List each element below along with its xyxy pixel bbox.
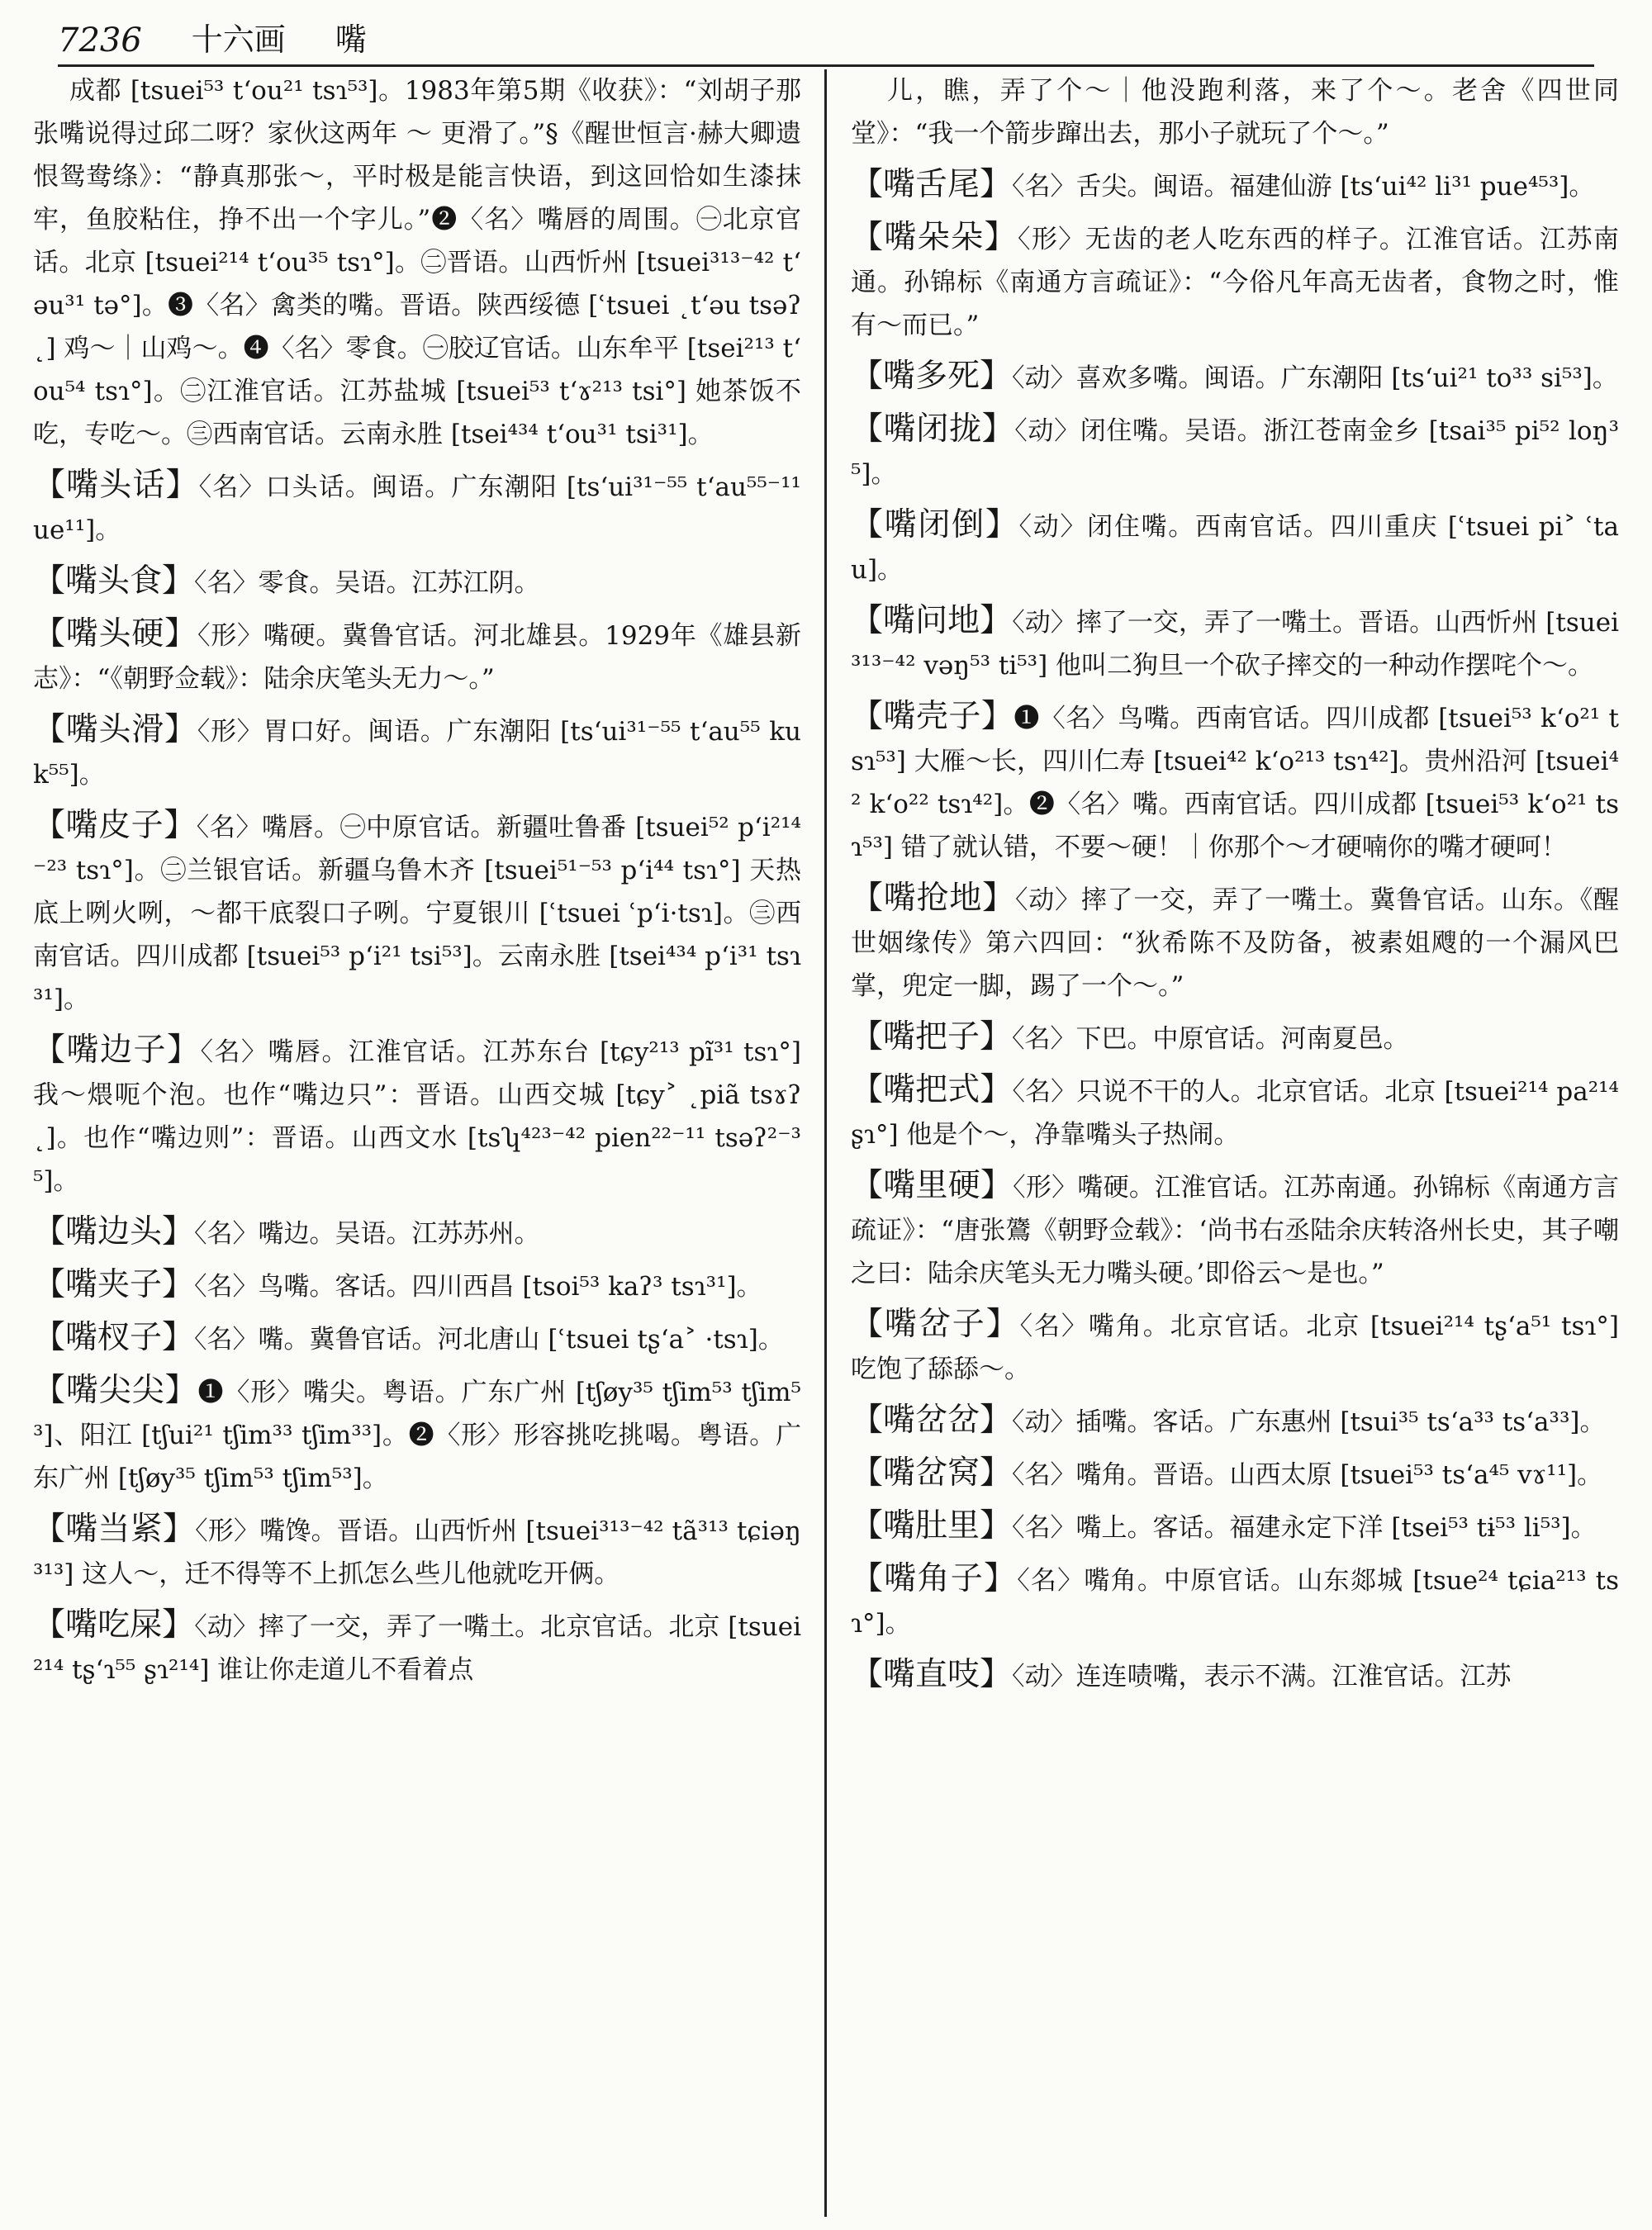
entry-headword: 【嘴里硬】 [851,1167,1014,1204]
entry-definition: 〈形〉胃口好。闽语。广东潮阳 [tsʻui³¹⁻⁵⁵ tʻau⁵⁵ kuk⁵⁵]。 [33,717,801,790]
entry-definition: ❶〈名〉鸟嘴。西南官话。四川成都 [tsuei⁵³ kʻo²¹ tsɿ⁵³] 大雁～长，四川仁寿 [tsuei⁴² kʻo²¹³ tsɿ⁴²]。贵州沿河 [tsuei⁴² kʻo²² tsɿ⁴²]。❷〈名〉嘴。西南官话。四川成都 [tsuei⁵³ kʻo²¹ tsɿ⁵³] 错了就认错，不要～硬！｜你那个～才硬喃你的嘴才硬呵！ [851,704,1619,862]
dictionary-entry [851,164,1619,208]
entry-headword: 【嘴岔窝】 [851,1454,1013,1492]
entry-definition: ❶〈形〉嘴尖。粤语。广东广州 [tʃøy³⁵ tʃim⁵³ tʃim⁵³]、阳江 [tʃui²¹ tʃim³³ tʃim³³]。❷〈形〉形容挑吃挑喝。粤语。广东广州 [tʃøy³⁵ tʃim⁵³ tʃim⁵³]。 [33,1378,801,1493]
entry-definition: 儿，瞧，弄了个～｜他没跑利落，来了个～。老舍《四世同堂》：“我一个箭步蹿出去，那小子就玩了个～。” [851,76,1619,149]
entry-headword: 【嘴吃屎】 [33,1606,195,1644]
page-header [58,17,1594,67]
entry-definition: 〈名〉嘴角。北京官话。北京 [tsuei²¹⁴ tʂʻa⁵¹ tsɿ°] 吃饱了舔舔～。 [851,1312,1619,1384]
entry-headword: 【嘴多死】 [851,358,1013,395]
columns [33,69,1619,2217]
entry-definition: 〈名〉嘴唇。江淮官话。江苏东台 [tɕy²¹³ pĩ³¹ tsɿ°] 我～煨呃个泡。也作“嘴边只”：晋语。山西交城 [tɕy˃ ˛piã tsɤʔ˛]。也作“嘴边则”：晋语。山西文水 [tsʮ⁴²³⁻⁴² pien²²⁻¹¹ tsəʔ²⁻³⁵]。 [33,1037,801,1196]
continued-entry [33,69,801,456]
entry-definition: 〈名〉只说不干的人。北京官话。北京 [tsuei²¹⁴ pa²¹⁴ ʂɿ°] 他是个～，净靠嘴头子热闹。 [851,1077,1619,1150]
entry-definition: 〈动〉摔了一交，弄了一嘴土。北京官话。北京 [tsuei²¹⁴ tʂʻɿ⁵⁵ ʂɿ²¹⁴] 谁让你走道儿不看着点 [33,1612,801,1685]
dictionary-entry [33,804,801,1021]
entry-definition: 〈动〉插嘴。客话。广东惠州 [tsui³⁵ tsʻa³³ tsʻa³³]。 [1012,1407,1606,1437]
entry-definition: 〈名〉嘴边。吴语。江苏苏州。 [194,1219,540,1249]
head-character: 嘴 [335,21,367,58]
entry-definition: 〈形〉嘴馋。晋语。山西忻州 [tsuei³¹³⁻⁴² tã³¹³ tɕiəŋ³¹³] 这人～，迁不得等不上抓怎么些儿他就吃开俩。 [33,1516,801,1589]
dictionary-entry [33,1211,801,1255]
entry-definition: 〈名〉零食。吴语。江苏江阴。 [194,568,540,598]
entry-definition: 成都 [tsuei⁵³ tʻou²¹ tsɿ⁵³]。1983年第5期《收获》：“刘胡子那张嘴说得过邱二呀？家伙这两年 ～ 更滑了。”§《醒世恒言·赫大卿遗恨鸳鸯绦》：“静真那张～，平时极是能言快语，到这回恰如生漆抹牢，鱼胶粘住，挣不出一个字儿。”❷〈名〉嘴唇的周围。㊀北京官话。北京 [tsuei²¹⁴ tʻou³⁵ tsɿ°]。㊁晋语。山西忻州 [tsuei³¹³⁻⁴² tʻəu³¹ tə°]。❸〈名〉禽类的嘴。晋语。陕西绥德 [ʿtsuei ˛tʻəu tsəʔ˛] 鸡～｜山鸡～。❹〈名〉零食。㊀胶辽官话。山东牟平 [tsei²¹³ tʻou⁵⁴ tsɿ°]。㊁江淮官话。江苏盐城 [tsuei⁵³ tʻɤ²¹³ tsi°] 她茶饭不吃，专吃～。㊂西南官话。云南永胜 [tsei⁴³⁴ tʻou³¹ tsi³¹]。 [33,76,801,449]
dictionary-entry [851,1165,1619,1295]
dictionary-entry [851,504,1619,591]
dictionary-entry [851,1016,1619,1060]
dictionary-entry [33,464,801,552]
entry-definition: 〈名〉嘴上。客话。福建永定下洋 [tsei⁵³ tɨ⁵³ li⁵³]。 [1012,1513,1597,1543]
entry-headword: 【嘴边子】 [33,1032,201,1069]
section-title: 十六画 [191,21,286,58]
entry-definition: 〈名〉口头话。闽语。广东潮阳 [tsʻui³¹⁻⁵⁵ tʻau⁵⁵⁻¹¹ ue¹¹]。 [33,472,801,545]
entry-headword: 【嘴杈子】 [33,1319,195,1356]
dictionary-entry [851,1069,1619,1156]
page-number: 7236 [58,21,142,59]
entry-headword: 【嘴问地】 [851,602,1013,639]
dictionary-entry [33,1317,801,1361]
entry-definition: 〈动〉喜欢多嘴。闽语。广东潮阳 [tsʻui²¹ to³³ si⁵³]。 [1012,363,1618,393]
entry-headword: 【嘴直吱】 [851,1656,1013,1693]
entry-headword: 【嘴闭拢】 [851,410,1015,448]
entry-definition: 〈动〉摔了一交，弄了一嘴土。冀鲁官话。山东。《醒世姻缘传》第六四回：“狄希陈不及防备，被素姐飕的一个漏风巴掌，兜定一脚，踢了一个～。” [851,885,1619,1001]
dictionary-entry [851,1558,1619,1645]
entry-headword: 【嘴当紧】 [33,1511,196,1548]
entry-headword: 【嘴朵朵】 [851,219,1018,256]
dictionary-entry [851,877,1619,1008]
entry-headword: 【嘴岔岔】 [851,1402,1013,1439]
entry-definition: 〈动〉闭住嘴。吴语。浙江苍南金乡 [tsai³⁵ pi⁵² loŋ³⁵]。 [851,416,1619,489]
dictionary-entry [33,560,801,605]
dictionary-entry [851,1399,1619,1444]
dictionary-entry [33,1508,801,1596]
entry-definition: 〈形〉嘴硬。冀鲁官话。河北雄县。1929年《雄县新志》：“《朝野佥载》：陆余庆笔头无力～。” [33,621,801,694]
entry-definition: 〈名〉嘴角。中原官话。山东郯城 [tsue²⁴ tɕia²¹³ tsɿ°]。 [851,1566,1619,1639]
dictionary-entry [851,1654,1619,1698]
entry-headword: 【嘴抢地】 [851,880,1015,917]
right-column [851,69,1619,2217]
entry-headword: 【嘴头食】 [33,562,195,600]
entry-headword: 【嘴头滑】 [33,711,197,748]
entry-definition: 〈名〉下巴。中原官话。河南夏邑。 [1012,1024,1409,1054]
entry-headword: 【嘴夹子】 [33,1266,195,1303]
entry-definition: 〈名〉舌尖。闽语。福建仙游 [tsʻui⁴² li³¹ pue⁴⁵³]。 [1012,172,1595,202]
dictionary-entry [851,408,1619,496]
entry-headword: 【嘴闭倒】 [851,506,1019,543]
dictionary-entry [33,613,801,700]
entry-definition: 〈名〉嘴唇。㊀中原官话。新疆吐鲁番 [tsuei⁵² pʻi²¹⁴⁻²³ tsɿ°]。㊁兰银官话。新疆乌鲁木齐 [tsuei⁵¹⁻⁵³ pʻi⁴⁴ tsɿ°] 天热底上咧火咧，～都干底裂口子咧。宁夏银川 [ʿtsuei ʿpʻi·tsɿ]。㊂西南官话。四川成都 [tsuei⁵³ pʻi²¹ tsi⁵³]。云南永胜 [tsei⁴³⁴ pʻi³¹ tsɿ³¹]。 [33,813,801,1014]
entry-definition: 〈动〉连连啧嘴，表示不满。江淮官话。江苏 [1012,1662,1512,1691]
entry-headword: 【嘴尖尖】 [33,1372,198,1409]
continued-entry [851,69,1619,155]
entry-headword: 【嘴皮子】 [33,807,197,844]
entry-headword: 【嘴边头】 [33,1213,195,1250]
dictionary-entry [851,1452,1619,1497]
dictionary-entry [851,695,1619,869]
entry-definition: 〈名〉鸟嘴。客话。四川西昌 [tsoi⁵³ kaʔ³ tsɿ³¹]。 [194,1272,762,1302]
dictionary-entry [33,1029,801,1203]
dictionary-entry [33,1604,801,1691]
dictionary-entry [33,709,801,796]
entry-headword: 【嘴把子】 [851,1018,1013,1056]
entry-headword: 【嘴头话】 [33,467,199,504]
entry-headword: 【嘴角子】 [851,1560,1018,1597]
entry-headword: 【嘴岔子】 [851,1306,1020,1343]
entry-definition: 〈形〉嘴硬。江淮官话。江苏南通。孙锦标《南通方言疏证》：“唐张鷟《朝野佥载》：‘尚书右丞陆余庆转洛州长史，其子嘲之曰：陆余庆笔头无力嘴头硬。’即俗云～是也。” [851,1173,1619,1288]
entry-headword: 【嘴把式】 [851,1071,1013,1108]
entry-headword: 【嘴肚里】 [851,1507,1013,1544]
entry-definition: 〈动〉闭住嘴。西南官话。四川重庆 [ʿtsuei pi˃ ʿtau]。 [851,512,1619,585]
entry-headword: 【嘴壳子】 [851,698,1014,735]
dictionary-entry [851,1303,1619,1391]
left-column [33,69,801,2217]
dictionary-entry [851,1505,1619,1549]
entry-definition: 〈名〉嘴角。晋语。山西太原 [tsuei⁵³ tsʻa⁴⁵ vɤ¹¹]。 [1012,1460,1603,1490]
dictionary-entry [851,355,1619,400]
dictionary-entry [851,600,1619,687]
entry-definition: 〈形〉无齿的老人吃东西的样子。江淮官话。江苏南通。孙锦标《南通方言疏证》：“今俗凡年高无齿者，食物之时，惟有～而已。” [851,225,1619,340]
dictionary-entry [33,1369,801,1500]
entry-definition: 〈名〉嘴。冀鲁官话。河北唐山 [ʿtsuei tʂʻa˃ ·tsɿ]。 [194,1325,784,1355]
entry-headword: 【嘴舌尾】 [851,166,1013,203]
entry-headword: 【嘴头硬】 [33,615,197,652]
dictionary-entry [33,1264,801,1308]
entry-definition: 〈动〉摔了一交，弄了一嘴土。晋语。山西忻州 [tsuei³¹³⁻⁴² vəŋ⁵³ ti⁵³] 他叫二狗旦一个砍子摔交的一种动作摆咤个～。 [851,608,1619,681]
column-divider [824,69,827,2217]
dictionary-entry [851,216,1619,347]
